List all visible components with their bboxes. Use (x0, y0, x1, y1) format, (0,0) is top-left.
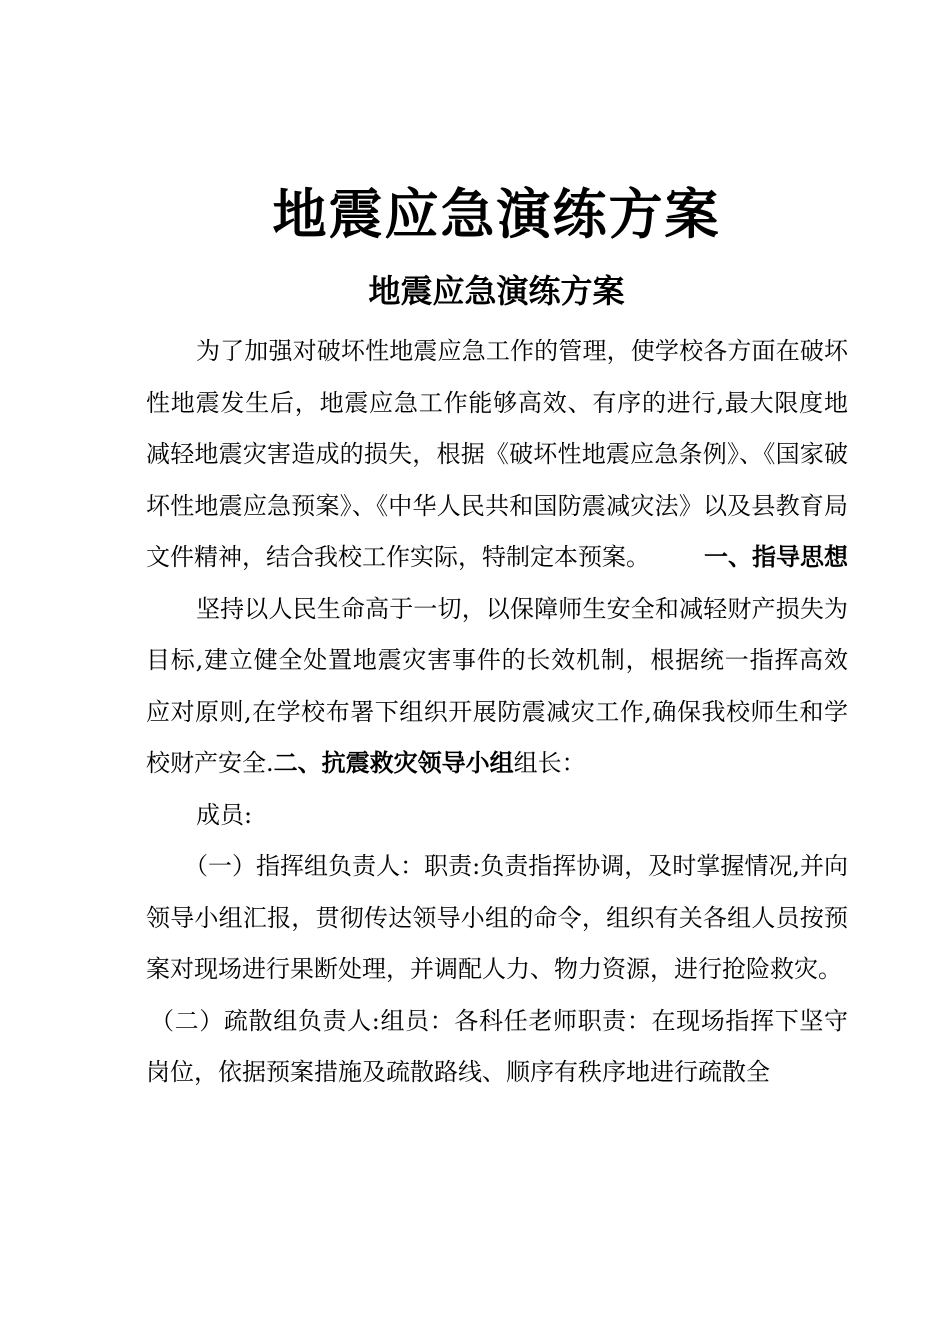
section-heading-guiding-ideology: 一、指导思想 (704, 543, 848, 571)
section-heading-leadership-group: 二、抗震救灾领导小组 (273, 749, 514, 777)
evacuation-group-text: （二）疏散组负责人:组员：各科任老师职责：在现场指挥下坚守岗位，依据预案措施及疏散路线、顺序有秩序地进行疏散全 (146, 1006, 848, 1086)
group-leader-label: 组长： (513, 749, 586, 777)
guiding-ideology-paragraph (146, 584, 848, 790)
intro-paragraph (146, 326, 848, 584)
document-title: 地震应急演练方案 (272, 183, 721, 246)
members-label: 成员: (196, 800, 253, 829)
command-group-text: （一）指挥组负责人：职责:负责指挥协调，及时掌握情况,并向领导小组汇报，贯彻传达领导小组的命令，组织有关各组人员按预案对现场进行果断处理，并调配人力、物力资源，进行抢险救灾。 (146, 852, 848, 983)
command-group-paragraph (146, 841, 848, 996)
document-subtitle: 地震应急演练方案 (368, 272, 625, 310)
members-paragraph (146, 790, 848, 842)
evacuation-group-paragraph (146, 996, 848, 1099)
document-body (146, 326, 848, 1099)
intro-text: 为了加强对破坏性地震应急工作的管理，使学校各方面在破坏性地震发生后，地震应急工作能够高效、有序的进行,最大限度地减轻地震灾害造成的损失，根据《破坏性地震应急条例》、《国家破坏性地震应急预案》、《中华人民共和国防震减灾法》以及县教育局文件精神，结合我校工作实际，特制定本预案。 (146, 337, 848, 571)
guiding-ideology-text: 坚持以人民生命高于一切，以保障师生安全和减轻财产损失为目标,建立健全处置地震灾害事件的长效机制，根据统一指挥高效应对原则,在学校布署下组织开展防震减灾工作,确保我校师生和学校财产安全. (146, 594, 848, 777)
